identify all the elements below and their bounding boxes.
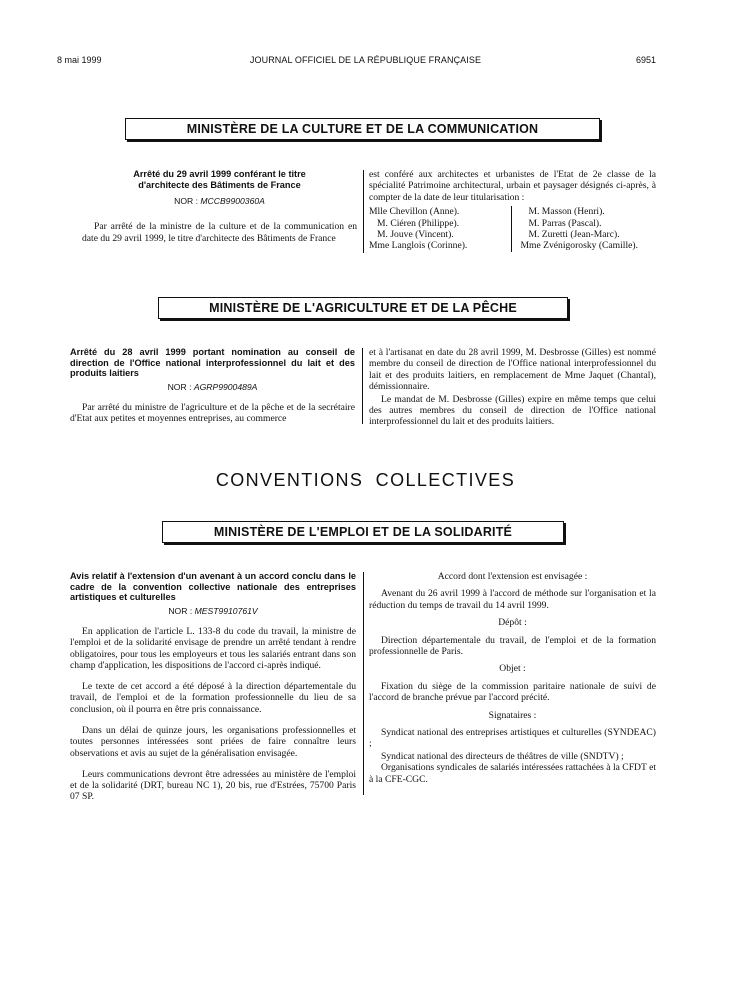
decree-paragraph-culture-left: Par arrêté de la ministre de la culture et de la communication en date du 29 avril 1999, le titre d'architecte des Bâtiments de France xyxy=(82,221,357,244)
culture-right-column xyxy=(369,169,656,252)
list-item: Organisations syndicales de salariés intéressées rattachées à la CFDT et à la CFE-CGC. xyxy=(369,762,656,785)
list-item: M. Zuretti (Jean-Marc). xyxy=(528,229,620,241)
list-item: Mme Zvénigorosky (Camille). xyxy=(520,240,638,252)
list-item: Syndicat national des entreprises artistiques et culturelles (SYNDEAC) ; xyxy=(369,727,656,750)
list-item: M. Parras (Pascal). xyxy=(528,217,602,229)
notice-paragraph: Le texte de cet accord a été déposé à la direction départementale du travail, de l'emploi et de la formation professionnelle du lieu de sa conclusion, où il pourra en être pris connaissance. xyxy=(70,681,356,715)
decree-paragraph-agriculture-right-2: Le mandat de M. Desbrosse (Gilles) expire en même temps que celui des autres membres du conseil de direction de l'Office national interprofessionnel du lait et des produits laitiers. xyxy=(369,393,656,428)
signataires-heading: Signataires : xyxy=(488,709,537,721)
list-item: Mme Langlois (Corinne). xyxy=(369,240,468,252)
culture-left-column xyxy=(82,169,357,244)
ministry-heading-emploi: MINISTÈRE DE L'EMPLOI ET DE LA SOLIDARITÉ xyxy=(162,521,564,543)
header-date: 8 mai 1999 xyxy=(57,55,102,65)
decree-paragraph-agriculture-left: Par arrêté du ministre de l'agriculture et de la pêche et de la secrétaire d'Etat aux petites et moyennes entreprises, au commerce xyxy=(70,401,355,425)
column-divider xyxy=(363,170,364,253)
emploi-left-column xyxy=(70,571,356,812)
journal-title: JOURNAL OFFICIEL DE LA RÉPUBLIQUE FRANÇAISE xyxy=(249,55,482,65)
objet-text: Fixation du siège de la commission paritaire nationale de suivi de l'accord de branche prévue par l'accord précité. xyxy=(369,680,656,704)
ministry-heading-agriculture: MINISTÈRE DE L'AGRICULTURE ET DE LA PÊCHE xyxy=(158,297,568,319)
column-divider xyxy=(363,572,364,795)
nor-reference-culture: NOR : MCCB9900360A xyxy=(174,196,265,207)
notice-paragraph: Dans un délai de quinze jours, les organisations professionnelles et toutes personnes intéressées sont priées de faire connaître leurs observations et avis au sujet de la généralisation envisagée. xyxy=(70,724,356,759)
decree-paragraph-culture-right: est conféré aux architectes et urbanistes de l'Etat de 2e classe de la spécialité Patrimoine architectural, urbain et paysager désignés ci-après, à compter de la date de leur titularisation : xyxy=(369,169,656,203)
agriculture-right-column xyxy=(369,347,656,428)
decree-title-culture: Arrêté du 29 avril 1999 conférant le titre d'architecte des Bâtiments de France xyxy=(133,169,306,190)
list-item: Syndicat national des directeurs de théâtres de ville (SNDTV) ; xyxy=(381,750,624,762)
agriculture-left-column xyxy=(70,347,355,425)
depot-heading: Dépôt : xyxy=(498,617,527,629)
notice-title-emploi: Avis relatif à l'extension d'un avenant à un accord conclu dans le cadre de la convention collective nationale des entreprises artistiques et culturelles xyxy=(70,571,356,603)
accord-text: Avenant du 26 avril 1999 à l'accord de méthode sur l'organisation et la réduction du temps de travail du 14 avril 1999. xyxy=(369,588,656,611)
architect-names xyxy=(369,206,656,252)
page-number: 6951 xyxy=(636,55,657,65)
ministry-heading-culture: MINISTÈRE DE LA CULTURE ET DE LA COMMUNICATION xyxy=(125,118,600,140)
decree-paragraph-agriculture-right-1: et à l'artisanat en date du 28 avril 1999, M. Desbrosse (Gilles) est nommé membre du conseil de direction de l'Office national interprofessionnel du lait et des produits laitiers, en remplacement de Mme Jaquet (Chantal), démissionnaire. xyxy=(369,347,656,393)
emploi-right-column xyxy=(369,571,656,785)
depot-text: Direction départementale du travail, de l'emploi et de la formation professionnelle de Paris. xyxy=(369,634,656,658)
notice-body-left xyxy=(70,626,356,803)
column-divider xyxy=(362,348,363,424)
list-item: Mlle Chevillon (Anne). xyxy=(369,206,460,218)
notice-paragraph: Leurs communications devront être adressées au ministère de l'emploi et de la solidarité (DRT, bureau NC 1), 20 bis, rue d'Estrées, 75700 Paris 07 SP. xyxy=(70,768,356,803)
names-column-right xyxy=(520,206,656,252)
decree-title-agriculture: Arrêté du 28 avril 1999 portant nomination au conseil de direction de l'Office national interprofessionnel du lait et des produits laitiers xyxy=(70,347,355,379)
conventions-heading: CONVENTIONS COLLECTIVES xyxy=(215,470,516,490)
accord-heading: Accord dont l'extension est envisagée : xyxy=(437,571,588,582)
nor-reference-emploi: NOR : MEST9910761V xyxy=(168,605,258,616)
objet-heading: Objet : xyxy=(499,663,526,675)
names-divider xyxy=(511,206,512,252)
list-item: M. Jouve (Vincent). xyxy=(377,229,454,241)
notice-paragraph: En application de l'article L. 133-8 du code du travail, la ministre de l'emploi et de la solidarité envisage de prendre un arrêté tendant à rendre obligatoires, pour tous les employeurs et tous les salariés entrant dans son champ d'application, les dispositions de l'accord ci-après indiqué. xyxy=(70,625,356,671)
list-item: M. Masson (Henri). xyxy=(528,206,605,218)
names-column-left xyxy=(369,206,511,252)
nor-reference-agriculture: NOR : AGRP9900489A xyxy=(167,381,258,392)
list-item: M. Ciéren (Philippe). xyxy=(377,217,460,229)
